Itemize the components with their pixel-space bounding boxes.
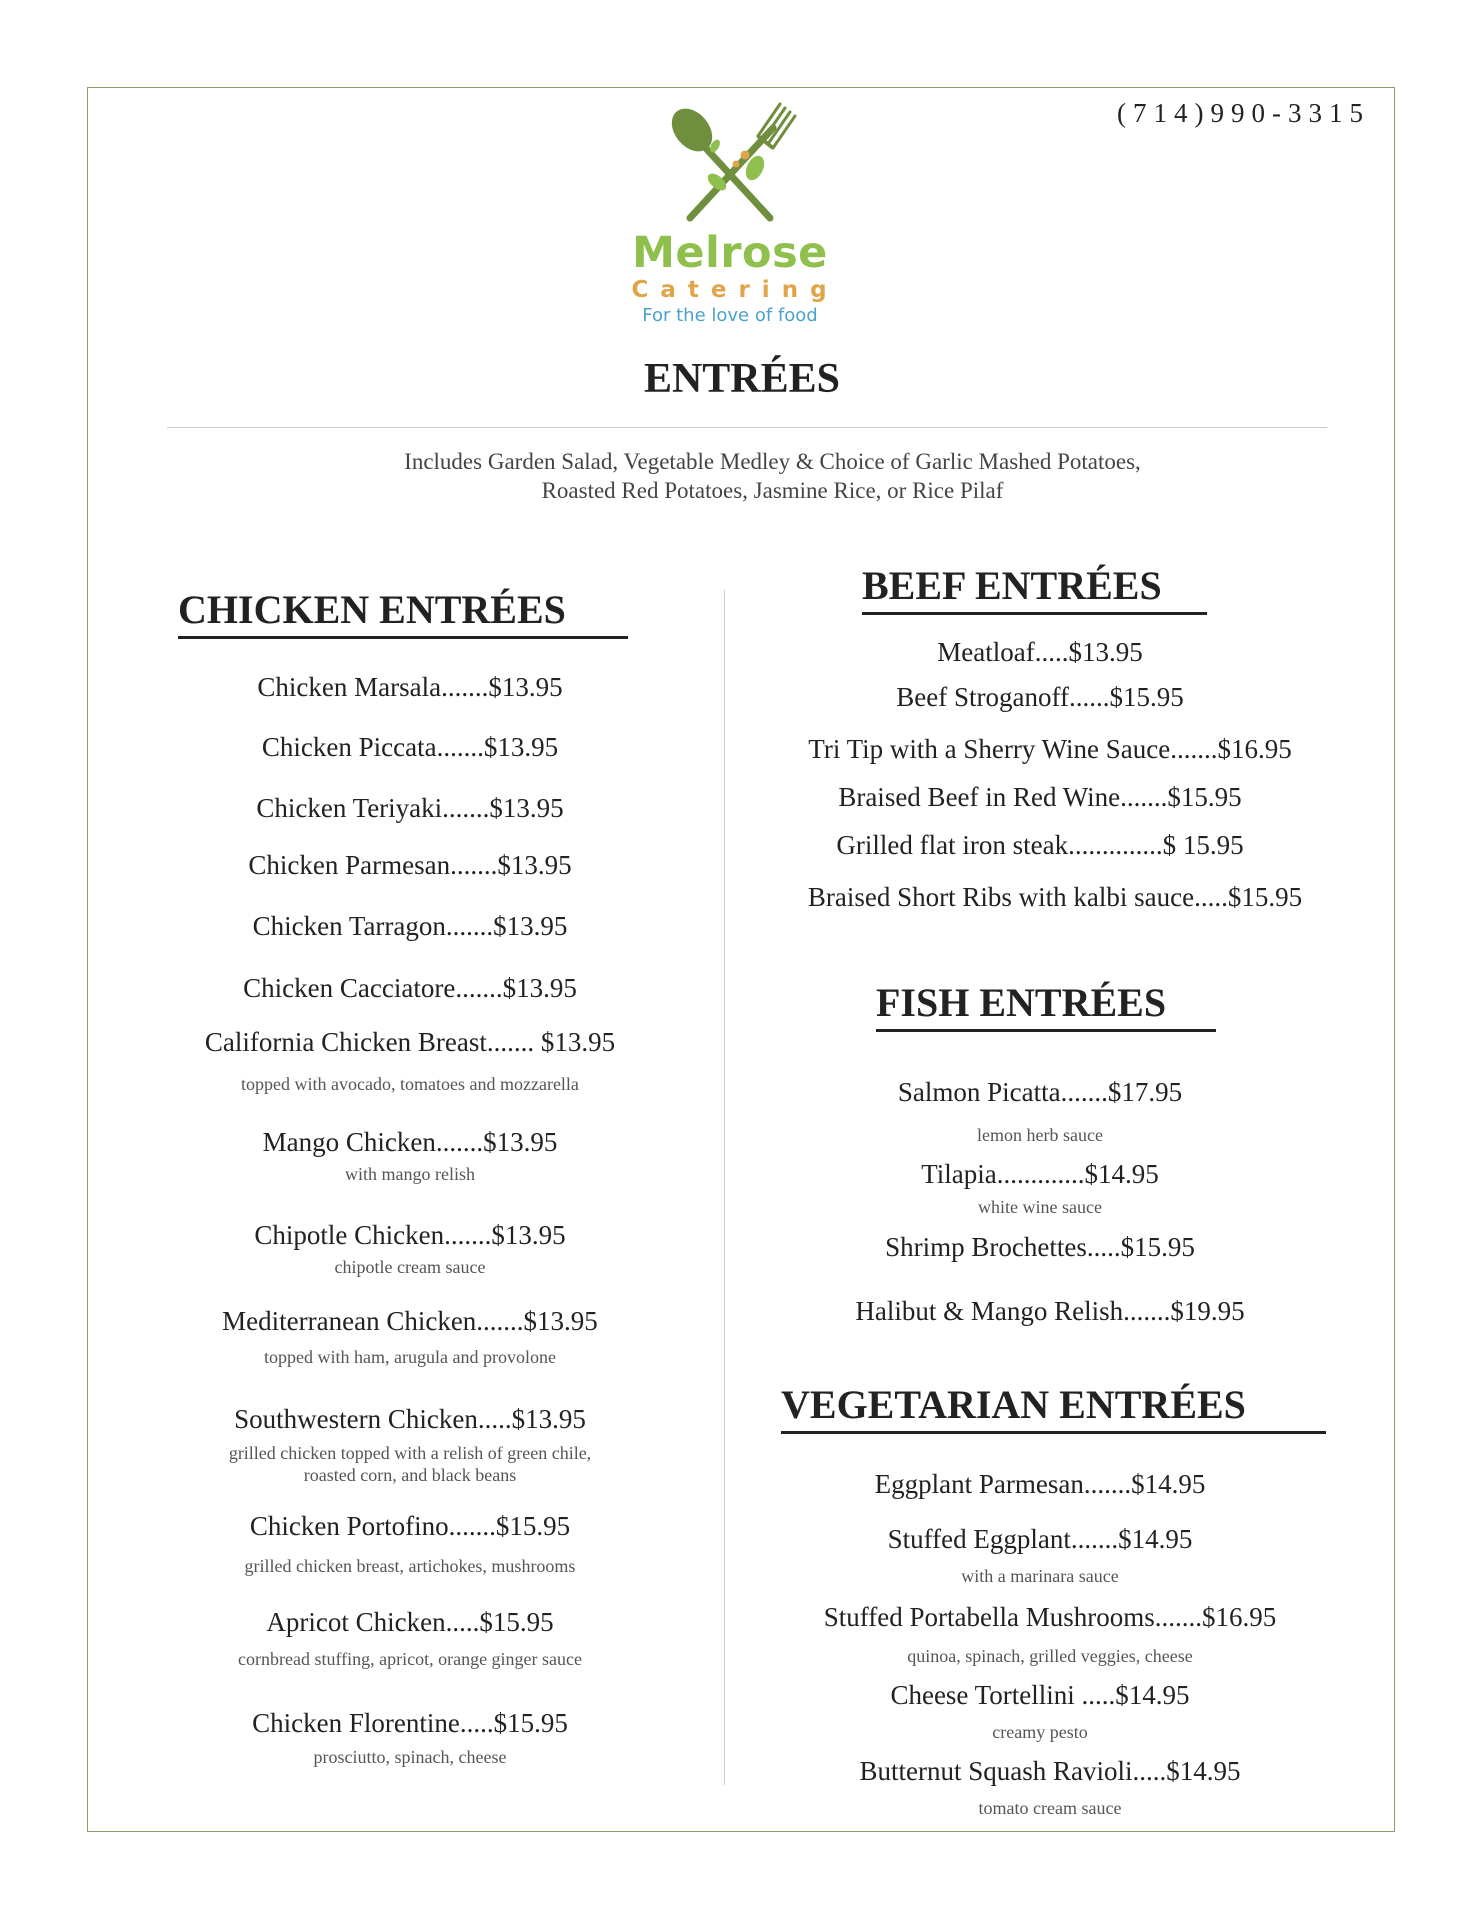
- brand-subtitle: Catering: [631, 277, 839, 303]
- menu-item-description: quinoa, spinach, grilled veggies, cheese: [907, 1646, 1193, 1666]
- includes-line-1: Includes Garden Salad, Vegetable Medley & Choice of Garlic Mashed Potatoes,: [404, 449, 1141, 474]
- menu-item-flat-iron-steak: Grilled flat iron steak..............$ 15.95: [836, 830, 1244, 860]
- menu-item-tri-tip: Tri Tip with a Sherry Wine Sauce.......$16.95: [808, 734, 1292, 764]
- menu-item-chipotle-chicken: Chipotle Chicken.......$13.95: [254, 1220, 566, 1250]
- page-title: ENTRÉES: [643, 356, 841, 402]
- column-divider: [724, 590, 725, 1785]
- menu-item-description: with mango relish: [345, 1164, 475, 1184]
- menu-item-stuffed-portabella: Stuffed Portabella Mushrooms.......$16.95: [823, 1602, 1277, 1632]
- menu-item-description: with a marinara sauce: [961, 1566, 1119, 1586]
- fish-section-title: FISH ENTRÉES: [876, 981, 1216, 1032]
- phone-number: (714)990-3315: [1117, 98, 1370, 128]
- menu-item-salmon-picatta: Salmon Picatta.......$17.95: [897, 1077, 1183, 1107]
- menu-item-chicken-tarragon: Chicken Tarragon.......$13.95: [252, 911, 568, 941]
- title-divider: [167, 427, 1327, 428]
- menu-item-description: prosciutto, spinach, cheese: [313, 1747, 507, 1767]
- menu-item-description: grilled chicken breast, artichokes, mushrooms: [244, 1556, 576, 1576]
- menu-item-description: white wine sauce: [978, 1197, 1102, 1217]
- menu-item-description: topped with ham, arugula and provolone: [264, 1347, 556, 1367]
- melrose-logo: [620, 100, 840, 340]
- beef-section-title: BEEF ENTRÉES: [862, 564, 1207, 615]
- menu-item-description: chipotle cream sauce: [334, 1257, 486, 1277]
- menu-item-description: grilled chicken topped with a relish of green chile,: [228, 1443, 592, 1463]
- menu-item-shrimp-brochettes: Shrimp Brochettes.....$15.95: [885, 1232, 1195, 1262]
- menu-item-chicken-florentine: Chicken Florentine.....$15.95: [252, 1708, 568, 1738]
- menu-item-halibut: Halibut & Mango Relish.......$19.95: [855, 1296, 1245, 1326]
- menu-item-chicken-piccata: Chicken Piccata.......$13.95: [261, 732, 559, 762]
- menu-item-mango-chicken: Mango Chicken.......$13.95: [262, 1127, 558, 1157]
- menu-item-southwestern-chicken: Southwestern Chicken.....$13.95: [234, 1404, 586, 1434]
- menu-item-butternut-ravioli: Butternut Squash Ravioli.....$14.95: [859, 1756, 1241, 1786]
- menu-item-chicken-teriyaki: Chicken Teriyaki.......$13.95: [256, 793, 564, 823]
- menu-item-description: tomato cream sauce: [978, 1798, 1122, 1818]
- menu-item-chicken-parmesan: Chicken Parmesan.......$13.95: [248, 850, 572, 880]
- menu-item-chicken-cacciatore: Chicken Cacciatore.......$13.95: [243, 973, 577, 1003]
- menu-item-tilapia: Tilapia.............$14.95: [921, 1159, 1159, 1189]
- includes-line-2: Roasted Red Potatoes, Jasmine Rice, or Rice Pilaf: [541, 478, 1004, 503]
- menu-item-chicken-portofino: Chicken Portofino.......$15.95: [249, 1511, 571, 1541]
- menu-item-cheese-tortellini: Cheese Tortellini .....$14.95: [890, 1680, 1190, 1710]
- menu-item-california-chicken: California Chicken Breast....... $13.95: [204, 1027, 616, 1057]
- spoon-fork-logo-icon: [655, 100, 805, 230]
- menu-item-description: roasted corn, and black beans: [303, 1465, 517, 1485]
- brand-name: Melrose: [632, 228, 828, 278]
- menu-item-beef-stroganoff: Beef Stroganoff......$15.95: [896, 682, 1184, 712]
- includes-note: [0, 447, 1484, 505]
- menu-item-eggplant-parmesan: Eggplant Parmesan.......$14.95: [874, 1469, 1206, 1499]
- menu-item-apricot-chicken: Apricot Chicken.....$15.95: [266, 1607, 554, 1637]
- chicken-section-title: CHICKEN ENTRÉES: [178, 588, 628, 639]
- menu-item-chicken-marsala: Chicken Marsala.......$13.95: [257, 672, 563, 702]
- menu-item-description: creamy pesto: [992, 1722, 1088, 1742]
- menu-item-short-ribs: Braised Short Ribs with kalbi sauce.....$15.95: [807, 882, 1303, 912]
- menu-item-meatloaf: Meatloaf.....$13.95: [937, 637, 1143, 667]
- menu-item-stuffed-eggplant: Stuffed Eggplant.......$14.95: [887, 1524, 1193, 1554]
- vegetarian-section-title: VEGETARIAN ENTRÉES: [781, 1383, 1326, 1434]
- menu-item-description: lemon herb sauce: [977, 1125, 1103, 1145]
- menu-item-description: cornbread stuffing, apricot, orange ginger sauce: [237, 1649, 583, 1669]
- menu-item-mediterranean-chicken: Mediterranean Chicken.......$13.95: [222, 1306, 598, 1336]
- menu-item-braised-beef: Braised Beef in Red Wine.......$15.95: [838, 782, 1242, 812]
- menu-item-description: topped with avocado, tomatoes and mozzarella: [241, 1074, 579, 1094]
- brand-tagline: For the love of food: [642, 305, 818, 326]
